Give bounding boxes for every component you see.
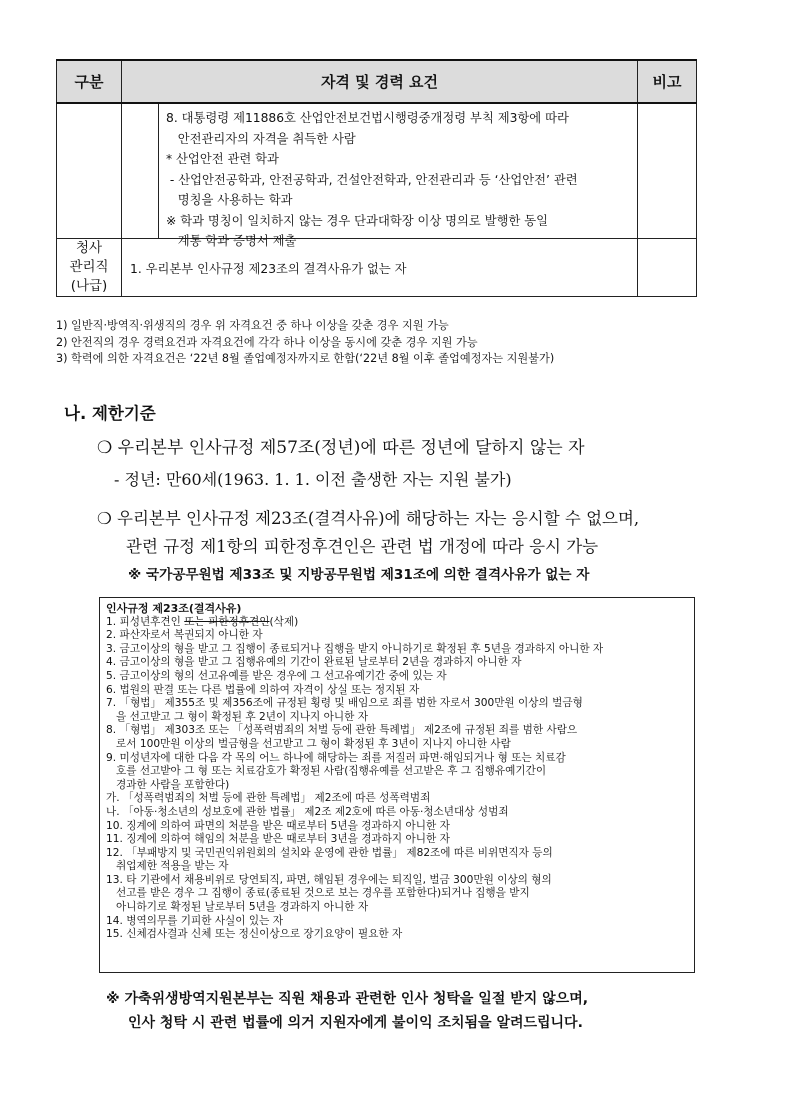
box-item: 6. 법원의 판결 또는 다른 법률에 의하여 자격이 상실 또는 정지된 자: [106, 683, 420, 696]
row1-line: 8. 대통령령 제11886호 산업안전보건법시행령중개정령 부칙 제3항에 따라: [166, 111, 569, 125]
row1-line: - 산업안전공학과, 안전공학과, 건설안전학과, 안전관리과 등 ‘산업안전’ 관련: [166, 172, 578, 187]
box-item: 13. 타 기관에서 채용비위로 당연퇴직, 파면, 해임된 경우에는 퇴직일, 벌금 300만원 이상의 형의: [106, 873, 552, 886]
row1-gubun: [57, 103, 122, 239]
box-item: 11. 징계에 의하여 해임의 처분을 받은 때로부터 3년을 경과하지 아니한 자: [106, 833, 450, 846]
box-item-strike: 또는 피한정후견인: [184, 615, 270, 628]
box-item: 2. 파산자로서 복권되지 아니한 자: [106, 629, 263, 642]
requirements-table: [56, 59, 697, 297]
row2-gubun: [57, 239, 122, 297]
box-title: 인사규정 제23조(결격사유): [106, 602, 242, 615]
footnote: 1) 일반직·방역직·위생직의 경우 위 자격요건 중 하나 이상을 갖춘 경우 지원 가능: [56, 319, 449, 332]
box-item: 5. 금고이상의 형의 선고유예를 받은 경우에 그 선고유예기간 중에 있는 자: [106, 669, 447, 682]
box-item: 15. 신체검사결과 신체 또는 정신이상으로 장기요양이 필요한 자: [106, 928, 403, 941]
row2-gubun-line: (나급): [70, 278, 108, 294]
box-item: 10. 징계에 의하여 파면의 처분을 받은 때로부터 5년을 경과하지 아니한 자: [106, 819, 450, 832]
box-item: 3. 금고이상의 형을 받고 그 집행이 종료되거나 집행을 받지 아니하기로 확정된 후 5년을 경과하지 아니한 자: [106, 642, 604, 655]
box-item: 선고를 받은 경우 그 집행이 종료(종료된 것으로 보는 경우를 포함한다)되거나 집행을 받지: [116, 887, 530, 900]
row2-gubun-line: 청사: [75, 240, 103, 256]
footer-line: ※ 가축위생방역지원본부는 직원 채용과 관련한 인사 청탁을 일절 받지 않으며,: [106, 991, 589, 1007]
box-item: [106, 616, 688, 630]
row1-line: ※ 학과 명칭이 일치하지 않는 경우 단과대학장 이상 명의로 발행한 동일: [166, 213, 548, 228]
header-remarks: 비고: [638, 60, 697, 103]
box-lines: [106, 629, 688, 942]
box-item: 14. 병역의무를 기피한 사실이 있는 자: [106, 914, 283, 927]
row1-line: 안전관리자의 자격을 취득한 사람: [166, 131, 356, 146]
row1-requirements: [122, 103, 638, 248]
footnote: 2) 안전직의 경우 경력요건과 자격요건에 각각 하나 이상을 동시에 갖춘 경우 지원 가능: [56, 335, 478, 349]
table-header-row: [57, 60, 697, 103]
bullet-disqualification: ❍ 우리본부 인사규정 제23조(결격사유)에 해당하는 자는 응시할 수 없으며,: [97, 509, 640, 528]
footer-line: 인사 청탁 시 관련 법률에 의거 지원자에게 불이익 조치됨을 알려드립니다.: [128, 1015, 583, 1031]
box-item: 취업제한 적용을 받는 자: [116, 860, 229, 873]
row2-remarks: [638, 239, 697, 297]
box-item: 가. 「성폭력범죄의 처벌 등에 관한 특례법」 제2조에 따른 성폭력범죄: [106, 792, 431, 805]
box-item: 나. 「아동·청소년의 성보호에 관한 법률」 제2조 제2호에 따른 아동·청소년대상 성범죄: [106, 805, 509, 818]
row2-gubun-line: 관리직: [69, 259, 109, 275]
disqualification-box: [99, 597, 695, 973]
bullet-disqualification-cont: 관련 규정 제1항의 피한정후견인은 관련 법 개정에 따라 응시 가능: [126, 537, 599, 556]
header-gubun: 구분: [57, 60, 122, 103]
box-item: 아니하기로 확정된 날로부터 5년을 경과하지 아니한 자: [116, 901, 369, 914]
box-item: 로서 100만원 이상의 벌금형을 선고받고 그 형이 확정된 후 3년이 지나지 아니한 사람: [116, 737, 511, 750]
row1-line: 명칭을 사용하는 학과: [166, 193, 293, 207]
row1-text-block: [166, 108, 633, 252]
box-item: 을 선고받고 그 형이 확정된 후 2년이 지나지 아니한 자: [116, 710, 368, 723]
row1-line: * 산업안전 관련 학과: [166, 152, 279, 166]
table-row: [57, 103, 697, 239]
box-item-text: (삭제): [269, 615, 299, 628]
box-item: 경과한 사람을 포함한다): [116, 778, 230, 791]
bullet-retirement: ❍ 우리본부 인사규정 제57조(정년)에 따른 정년에 달하지 않는 자: [97, 438, 585, 458]
box-item-text: 1. 피성년후견인: [106, 615, 185, 628]
header-requirements: 자격 및 경력 요건: [122, 60, 638, 103]
row2-requirements: 1. 우리본부 인사규정 제23조의 결격사유가 없는 자: [122, 239, 638, 297]
box-item: 12. 「부패방지 및 국민권익위원회의 설치와 운영에 관한 법률」 제82조에 따른 비위면직자 등의: [106, 846, 553, 859]
box-item: 9. 미성년자에 대한 다음 각 목의 어느 하나에 해당하는 죄를 저질러 파면·해임되거나 형 또는 치료감: [106, 751, 566, 764]
box-item: 4. 금고이상의 형을 받고 그 집행유예의 기간이 완료된 날로부터 2년을 경과하지 아니한 자: [106, 656, 522, 669]
box-item: 8. 「형법」 제303조 또는 「성폭력범죄의 처벌 등에 관한 특례법」 제2조에 규정된 죄를 범한 사람으: [106, 724, 578, 737]
row1-remarks: [638, 103, 697, 239]
section-title: 나. 제한기준: [64, 404, 156, 423]
row1-indent-column: [122, 104, 159, 238]
table-footnotes: [56, 318, 554, 368]
box-item: 호를 선고받아 그 형 또는 치료감호가 확정된 사람(집행유예를 선고받은 후 그 집행유예기간이: [116, 765, 547, 778]
box-item: 7. 「형법」 제355조 및 제356조에 규정된 횡령 및 배임으로 죄를 범한 자로서 300만원 이상의 벌금형: [106, 697, 583, 710]
bullet-retirement-sub: - 정년: 만60세(1963. 1. 1. 이전 출생한 자는 지원 불가): [114, 470, 512, 489]
disqualification-note: ※ 국가공무원법 제33조 및 지방공무원법 제31조에 의한 결격사유가 없는 자: [128, 567, 590, 583]
row1-line: 계통 학과 증명서 제출: [166, 234, 297, 248]
footnote: 3) 학력에 의한 자격요건은 ‘22년 8월 졸업예정자까지로 한함(‘22년 8월 이후 졸업예정자는 지원불가): [56, 352, 555, 365]
